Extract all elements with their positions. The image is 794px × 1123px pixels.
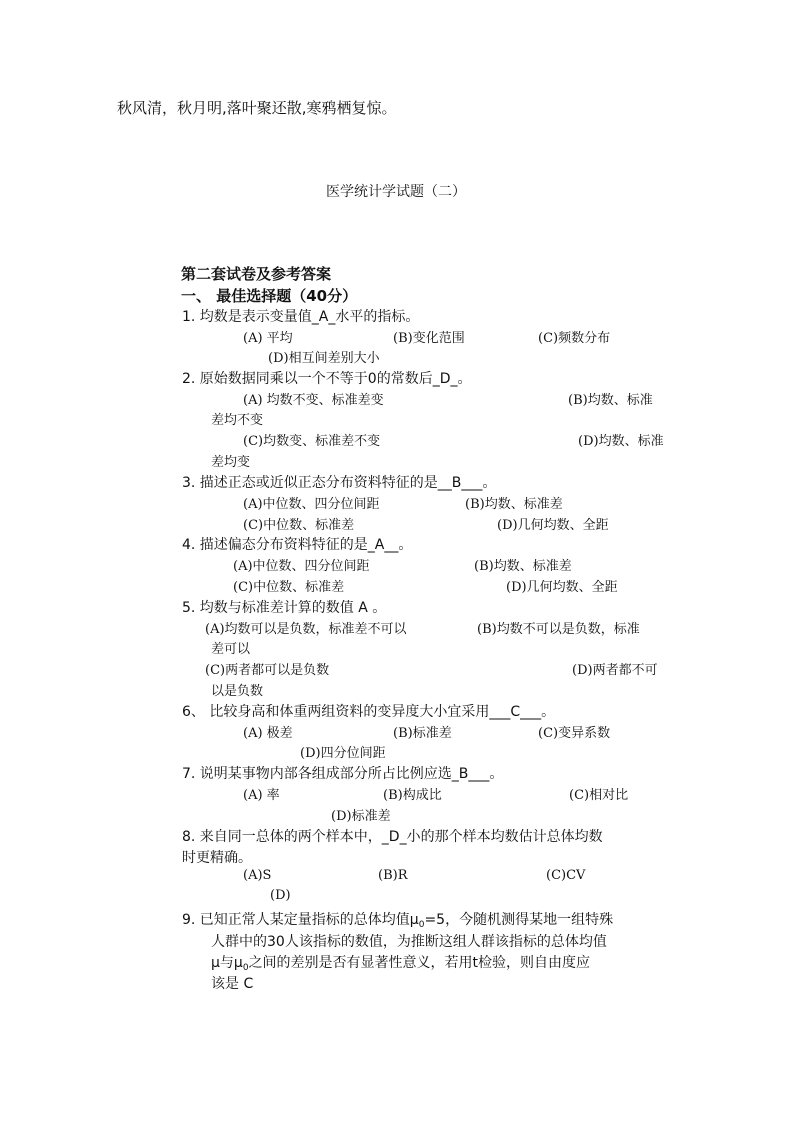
question-4-option-c: (C)中位数、标准差 xyxy=(233,580,345,595)
question-1-option-b: (B)变化范围 xyxy=(393,331,465,346)
question-5-option-d: (D)两者都不可 xyxy=(572,663,658,678)
question-8-option-b: (B)R xyxy=(378,868,408,883)
question-6-option-a: (A) 极差 xyxy=(243,726,293,741)
question-8-option-c: (C)CV xyxy=(546,868,586,883)
question-7-option-a: (A) 率 xyxy=(243,788,280,803)
question-3-stem: 3. 描述正态或近似正态分布资料特征的是__B___。 xyxy=(182,475,497,491)
question-9-line-3 xyxy=(211,952,590,972)
question-9-line-3-subscript: 0 xyxy=(242,963,249,973)
question-6-option-b: (B)标准差 xyxy=(393,726,452,741)
question-3-option-a: (A)中位数、四分位间距 xyxy=(243,497,380,512)
question-4-option-a: (A)中位数、四分位间距 xyxy=(233,559,370,574)
question-3-option-b: (B)均数、标准差 xyxy=(465,497,563,512)
question-2-option-b-continued: 差均不变 xyxy=(211,413,264,428)
question-8-stem-line-1: 8. 来自同一总体的两个样本中，_D_小的那个样本均数估计总体均数 xyxy=(182,829,603,845)
question-7-stem: 7. 说明某事物内部各组成部分所占比例应选_B___。 xyxy=(182,766,504,782)
question-3-option-d: (D)几何均数、全距 xyxy=(497,518,609,533)
question-5-stem: 5. 均数与标准差计算的数值 A 。 xyxy=(182,600,387,616)
question-9-line-3-text-b: 之间的差别是否有显著性意义，若用t检验，则自由度应 xyxy=(248,955,591,971)
question-2-option-c: (C)均数变、标准差不变 xyxy=(243,434,381,449)
question-1-option-a: (A) 平均 xyxy=(243,331,293,346)
question-6-option-c: (C)变异系数 xyxy=(538,726,611,741)
question-6-option-d: (D)四分位间距 xyxy=(300,746,386,761)
question-9-line-4: 该是 C xyxy=(211,976,254,992)
question-9-line-3-text-a: μ与μ xyxy=(211,955,243,971)
section-heading: 一、 最佳选择题（40分） xyxy=(181,287,358,305)
exam-heading: 第二套试卷及参考答案 xyxy=(181,265,332,283)
question-5-option-d-continued: 以是负数 xyxy=(211,684,264,699)
question-7-option-d: (D)标准差 xyxy=(331,809,391,824)
question-1-option-c: (C)频数分布 xyxy=(538,331,611,346)
question-2-option-d-continued: 差均变 xyxy=(211,455,251,470)
question-5-option-a: (A)均数可以是负数，标准差不可以 xyxy=(205,622,407,637)
question-7-option-c: (C)相对比 xyxy=(569,788,629,803)
header-poem: 秋风清，秋月明,落叶聚还散,寒鸦栖复惊。 xyxy=(117,99,397,117)
question-1-option-d: (D)相互间差别大小 xyxy=(268,351,380,366)
question-2-option-a: (A) 均数不变、标准差变 xyxy=(243,393,384,408)
question-1-stem: 1. 均数是表示变量值_A_水平的指标。 xyxy=(182,309,420,325)
question-5-option-c: (C)两者都可以是负数 xyxy=(205,663,330,678)
question-5-option-b-continued: 差可以 xyxy=(211,642,251,657)
document-title: 医学统计学试题（二） xyxy=(326,184,466,200)
question-9-line-1-subscript: 0 xyxy=(418,920,425,930)
question-9-line-2: 人群中的30人该指标的数值，为推断这组人群该指标的总体均值 xyxy=(211,934,607,950)
question-4-option-d: (D)几何均数、全距 xyxy=(506,580,618,595)
question-8-stem-line-2: 时更精确。 xyxy=(182,850,252,866)
question-7-option-b: (B)构成比 xyxy=(383,788,442,803)
question-4-stem: 4. 描述偏态分布资料特征的是_A__。 xyxy=(182,537,413,553)
question-3-option-c: (C)中位数、标准差 xyxy=(243,518,355,533)
question-4-option-b: (B)均数、标准差 xyxy=(474,559,572,574)
question-8-option-a: (A)S xyxy=(243,868,272,883)
question-9-line-1 xyxy=(182,909,613,929)
question-6-stem: 6、 比较身高和体重两组资料的变异度大小宜采用___C___。 xyxy=(182,704,556,720)
question-9-line-1-text-a: 9. 已知正常人某定量指标的总体均值μ xyxy=(182,912,419,928)
question-2-stem: 2. 原始数据同乘以一个不等于0的常数后_D_。 xyxy=(182,371,472,387)
question-8-option-d: (D) xyxy=(270,888,291,903)
question-2-option-b: (B)均数、标准 xyxy=(568,393,653,408)
question-2-option-d: (D)均数、标准 xyxy=(578,434,664,449)
question-9-line-1-text-b: =5，今随机测得某地一组特殊 xyxy=(424,912,614,928)
question-5-option-b: (B)均数不可以是负数，标准 xyxy=(477,622,640,637)
